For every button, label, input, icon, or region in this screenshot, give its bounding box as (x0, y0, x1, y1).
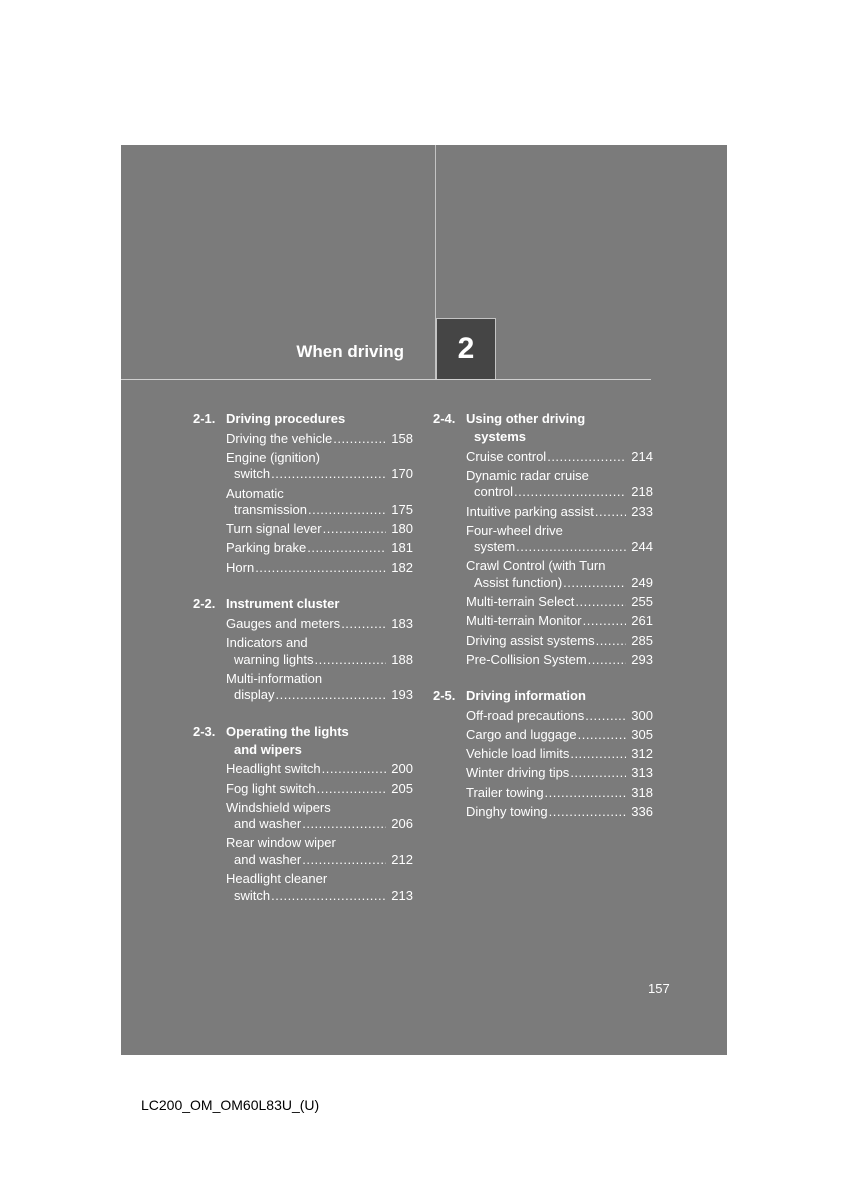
toc-entry[interactable] (466, 785, 653, 802)
toc-entry-page: 305 (631, 727, 653, 743)
toc-leader-dots (271, 466, 386, 483)
toc-entry-label: Windshield wipers (226, 799, 331, 815)
toc-leader-dots (302, 852, 386, 869)
toc-section-title-line: systems (474, 429, 527, 444)
toc-leader-dots (549, 804, 626, 821)
toc-entry-page: 313 (631, 765, 653, 781)
toc-entry-label: Turn signal lever (226, 521, 322, 537)
toc-entry[interactable] (466, 594, 653, 611)
toc-entry-label: Vehicle load limits (466, 746, 570, 762)
toc-entry-page: 285 (631, 632, 653, 648)
toc-entry[interactable] (226, 521, 413, 538)
toc-entry-page: 183 (391, 615, 413, 631)
toc-entry-page: 181 (391, 540, 413, 556)
toc-entry[interactable] (466, 613, 653, 630)
toc-leader-dots (575, 594, 626, 611)
toc-entry-label: Gauges and meters (226, 615, 341, 631)
toc-leader-dots (275, 687, 386, 704)
toc-section-number: 2-1. (193, 411, 216, 426)
toc-entry[interactable] (226, 835, 413, 868)
toc-section-title (226, 723, 413, 759)
chapter-title: When driving (296, 342, 404, 361)
toc-entry-page: 244 (631, 539, 653, 555)
toc-entry-label: transmission (234, 502, 307, 518)
toc-entry-label: Driving assist systems (466, 632, 595, 648)
toc-entry-label: Automatic (226, 485, 284, 501)
toc-entry-label: control (474, 484, 514, 500)
header-divider-horizontal (121, 379, 651, 380)
toc-section-heading[interactable] (433, 687, 653, 705)
toc-entry-label: Horn (226, 559, 255, 575)
toc-leader-dots (545, 785, 626, 802)
document-code: LC200_OM_OM60L83U_(U) (141, 1097, 320, 1113)
toc-section-number: 2-4. (433, 411, 456, 426)
chapter-number-tab: 2 (436, 318, 496, 379)
toc-entry-label: Driving the vehicle (226, 430, 333, 446)
toc-entry[interactable] (466, 449, 653, 466)
toc-entry[interactable] (226, 540, 413, 557)
toc-section-title (466, 687, 653, 705)
toc-entry[interactable] (466, 727, 653, 744)
toc-entry[interactable] (466, 765, 653, 782)
toc-entry-page: 300 (631, 707, 653, 723)
toc-leader-dots (570, 765, 626, 782)
toc-entry[interactable] (226, 635, 413, 668)
toc-entry[interactable] (466, 504, 653, 521)
toc-entry-label: Cargo and luggage (466, 727, 577, 743)
toc-section-heading[interactable] (193, 410, 413, 428)
toc-leader-dots (341, 616, 386, 633)
toc-section-title (226, 595, 413, 613)
toc-leader-dots (588, 652, 626, 669)
toc-entry-label: and washer (234, 816, 302, 832)
toc-entry[interactable] (226, 431, 413, 448)
toc-leader-dots (596, 633, 626, 650)
toc-entry[interactable] (226, 761, 413, 778)
toc-entry[interactable] (466, 523, 653, 556)
toc-column-right (433, 410, 653, 839)
toc-section-title-line: Operating the lights (226, 723, 349, 739)
toc-entry-label: warning lights (234, 651, 314, 667)
toc-leader-dots (595, 504, 626, 521)
toc-section-number: 2-5. (433, 688, 456, 704)
toc-entry-label: Pre-Collision System (466, 651, 587, 667)
toc-entry-page: 336 (631, 803, 653, 819)
toc-leader-dots (317, 781, 386, 798)
toc-entry-page: 249 (631, 574, 653, 590)
toc-entry-page: 318 (631, 784, 653, 800)
toc-entry[interactable] (226, 800, 413, 833)
toc-leader-dots (307, 540, 386, 557)
toc-entry-page: 175 (391, 502, 413, 518)
toc-leader-dots (333, 431, 386, 448)
page-number: 157 (648, 981, 670, 996)
toc-entry-page: 205 (391, 780, 413, 796)
toc-leader-dots (302, 816, 386, 833)
toc-section-title-line: Driving procedures (226, 411, 346, 426)
toc-entry-label: system (474, 539, 516, 555)
toc-entry[interactable] (226, 616, 413, 633)
toc-entry-label: Assist function) (474, 574, 563, 590)
toc-entry-page: 261 (631, 613, 653, 629)
toc-section-title-line: Using other driving (466, 411, 586, 426)
toc-entry-page: 180 (391, 521, 413, 537)
toc-entry[interactable] (226, 871, 413, 904)
toc-leader-dots (585, 708, 626, 725)
toc-section-heading[interactable] (193, 595, 413, 613)
toc-section-title (466, 410, 653, 446)
toc-entry-label: Multi-information (226, 670, 323, 686)
toc-leader-dots (514, 484, 626, 501)
toc-entry-label: switch (234, 466, 271, 482)
toc-entry-label: Winter driving tips (466, 765, 570, 781)
toc-entry-label: Headlight switch (226, 761, 321, 777)
toc-section-title-line: Driving information (466, 688, 586, 704)
toc-section-number: 2-2. (193, 596, 216, 612)
toc-entry-page: 200 (391, 761, 413, 777)
toc-leader-dots (563, 575, 626, 592)
toc-entry-label: and washer (234, 851, 302, 867)
toc-entry-label: Four-wheel drive (466, 522, 563, 538)
toc-entry[interactable] (466, 804, 653, 821)
toc-entry-label: Indicators and (226, 635, 308, 650)
toc-entry-label: Rear window wiper (226, 835, 336, 851)
toc-entry-label: Off-road precautions (466, 707, 585, 723)
toc-entry-page: 158 (391, 430, 413, 446)
toc-entry-page: 293 (631, 651, 653, 667)
toc-leader-dots (255, 560, 386, 577)
toc-entry-page: 213 (391, 887, 413, 903)
toc-entry-page: 233 (631, 503, 653, 519)
toc-section-heading[interactable] (433, 410, 653, 446)
toc-entry[interactable] (466, 558, 653, 591)
toc-entry-page: 188 (391, 651, 413, 667)
toc-entry-label: Headlight cleaner (226, 871, 328, 887)
toc-leader-dots (583, 613, 626, 630)
toc-section-heading[interactable] (193, 723, 413, 759)
toc-section-title-line: and wipers (234, 741, 302, 757)
toc-entry[interactable] (226, 486, 413, 519)
toc-section-title-line: Instrument cluster (226, 596, 340, 612)
toc-entry-label: Cruise control (466, 448, 547, 464)
toc-leader-dots (322, 761, 386, 778)
toc-section (433, 410, 653, 668)
toc-entry-label: Dynamic radar cruise (466, 467, 589, 483)
toc-entry-label: Trailer towing (466, 784, 544, 800)
toc-section (433, 687, 653, 820)
toc-leader-dots (570, 746, 626, 763)
toc-section (193, 410, 413, 576)
toc-entry-label: Fog light switch (226, 780, 316, 796)
toc-entry[interactable] (226, 781, 413, 798)
toc-entry-label: display (234, 687, 275, 703)
toc-entry-page: 170 (391, 466, 413, 482)
toc-entry-page: 182 (391, 559, 413, 575)
toc-section (193, 595, 413, 704)
toc-leader-dots (271, 888, 386, 905)
toc-entry[interactable] (226, 671, 413, 704)
toc-entry-label: Multi-terrain Monitor (466, 613, 582, 629)
toc-entry-label: Intuitive parking assist (466, 503, 594, 519)
toc-section-title (226, 410, 413, 428)
toc-entry-page: 214 (631, 448, 653, 464)
toc-section (193, 723, 413, 904)
toc-entry-page: 193 (391, 687, 413, 703)
toc-entry[interactable] (466, 468, 653, 501)
toc-entry-label: Crawl Control (with Turn (466, 558, 606, 574)
toc-entry[interactable] (466, 633, 653, 650)
toc-leader-dots (308, 502, 386, 519)
toc-entry-page: 218 (631, 484, 653, 500)
toc-leader-dots (547, 449, 626, 466)
toc-column-left (193, 410, 413, 923)
toc-entry-label: Multi-terrain Select (466, 594, 575, 610)
toc-leader-dots (578, 727, 626, 744)
toc-entry-label: Dinghy towing (466, 803, 548, 819)
toc-entry[interactable] (226, 450, 413, 483)
toc-entry[interactable] (226, 560, 413, 577)
toc-entry-label: switch (234, 887, 271, 903)
toc-leader-dots (315, 652, 387, 669)
toc-entry-label: Engine (ignition) (226, 449, 320, 465)
toc-section-number: 2-3. (193, 723, 216, 739)
toc-entry-page: 255 (631, 594, 653, 610)
toc-entry-page: 206 (391, 816, 413, 832)
toc-entry-page: 312 (631, 746, 653, 762)
toc-entry-label: Parking brake (226, 540, 307, 556)
toc-leader-dots (323, 521, 386, 538)
toc-entry[interactable] (466, 652, 653, 669)
toc-entry[interactable] (466, 746, 653, 763)
toc-leader-dots (516, 539, 626, 556)
toc-entry-page: 212 (391, 851, 413, 867)
toc-entry[interactable] (466, 708, 653, 725)
